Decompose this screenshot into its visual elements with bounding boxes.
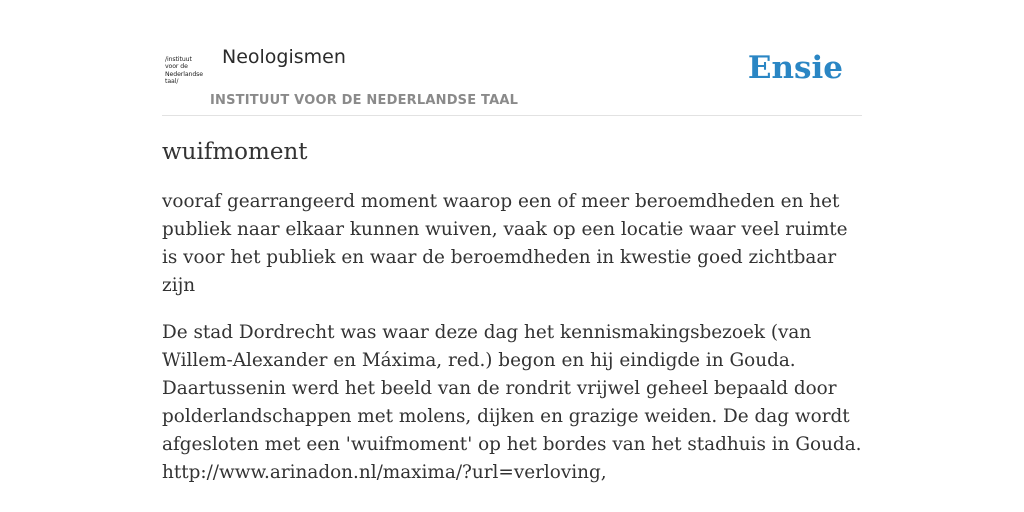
site-name[interactable]: Neologismen bbox=[222, 46, 346, 68]
logo-line: voor de bbox=[165, 63, 188, 71]
definition: vooraf gearrangeerd moment waarop een of meer beroemdheden en het publiek naar elkaar kunnen wuiven, vaak op een locatie waar veel ruimte is voor het publiek en waar de beroemdheden in kwestie goed zichtbaar zijn bbox=[162, 191, 848, 296]
example-quote: De stad Dordrecht was waar deze dag het kennismakingsbezoek (van Willem-Alexander en Máxima, red.) begon en hij eindigde in Gouda. Daartussenin werd het beeld van de rondrit vrijwel geheel bepaald door polderlandschappen met molens, dijken en grazige weiden. De dag wordt afgesloten met een 'wuifmoment' op het bordes van het stadhuis in Gouda. bbox=[162, 322, 862, 455]
header bbox=[162, 44, 862, 116]
ensie-brand-logo[interactable]: Ensie bbox=[747, 50, 843, 86]
org-name: INSTITUUT VOOR DE NEDERLANDSE TAAL bbox=[210, 93, 519, 108]
ivdnt-logo[interactable] bbox=[165, 56, 207, 92]
logo-line: /instituut bbox=[165, 56, 192, 63]
headword: wuifmoment bbox=[162, 139, 308, 165]
entry-card bbox=[162, 44, 862, 487]
quote-source: http://www.arinadon.nl/maxima/?url=verloving, bbox=[162, 462, 607, 483]
logo-line: taal/ bbox=[165, 78, 179, 86]
logo-line: Nederlandse bbox=[165, 70, 204, 78]
